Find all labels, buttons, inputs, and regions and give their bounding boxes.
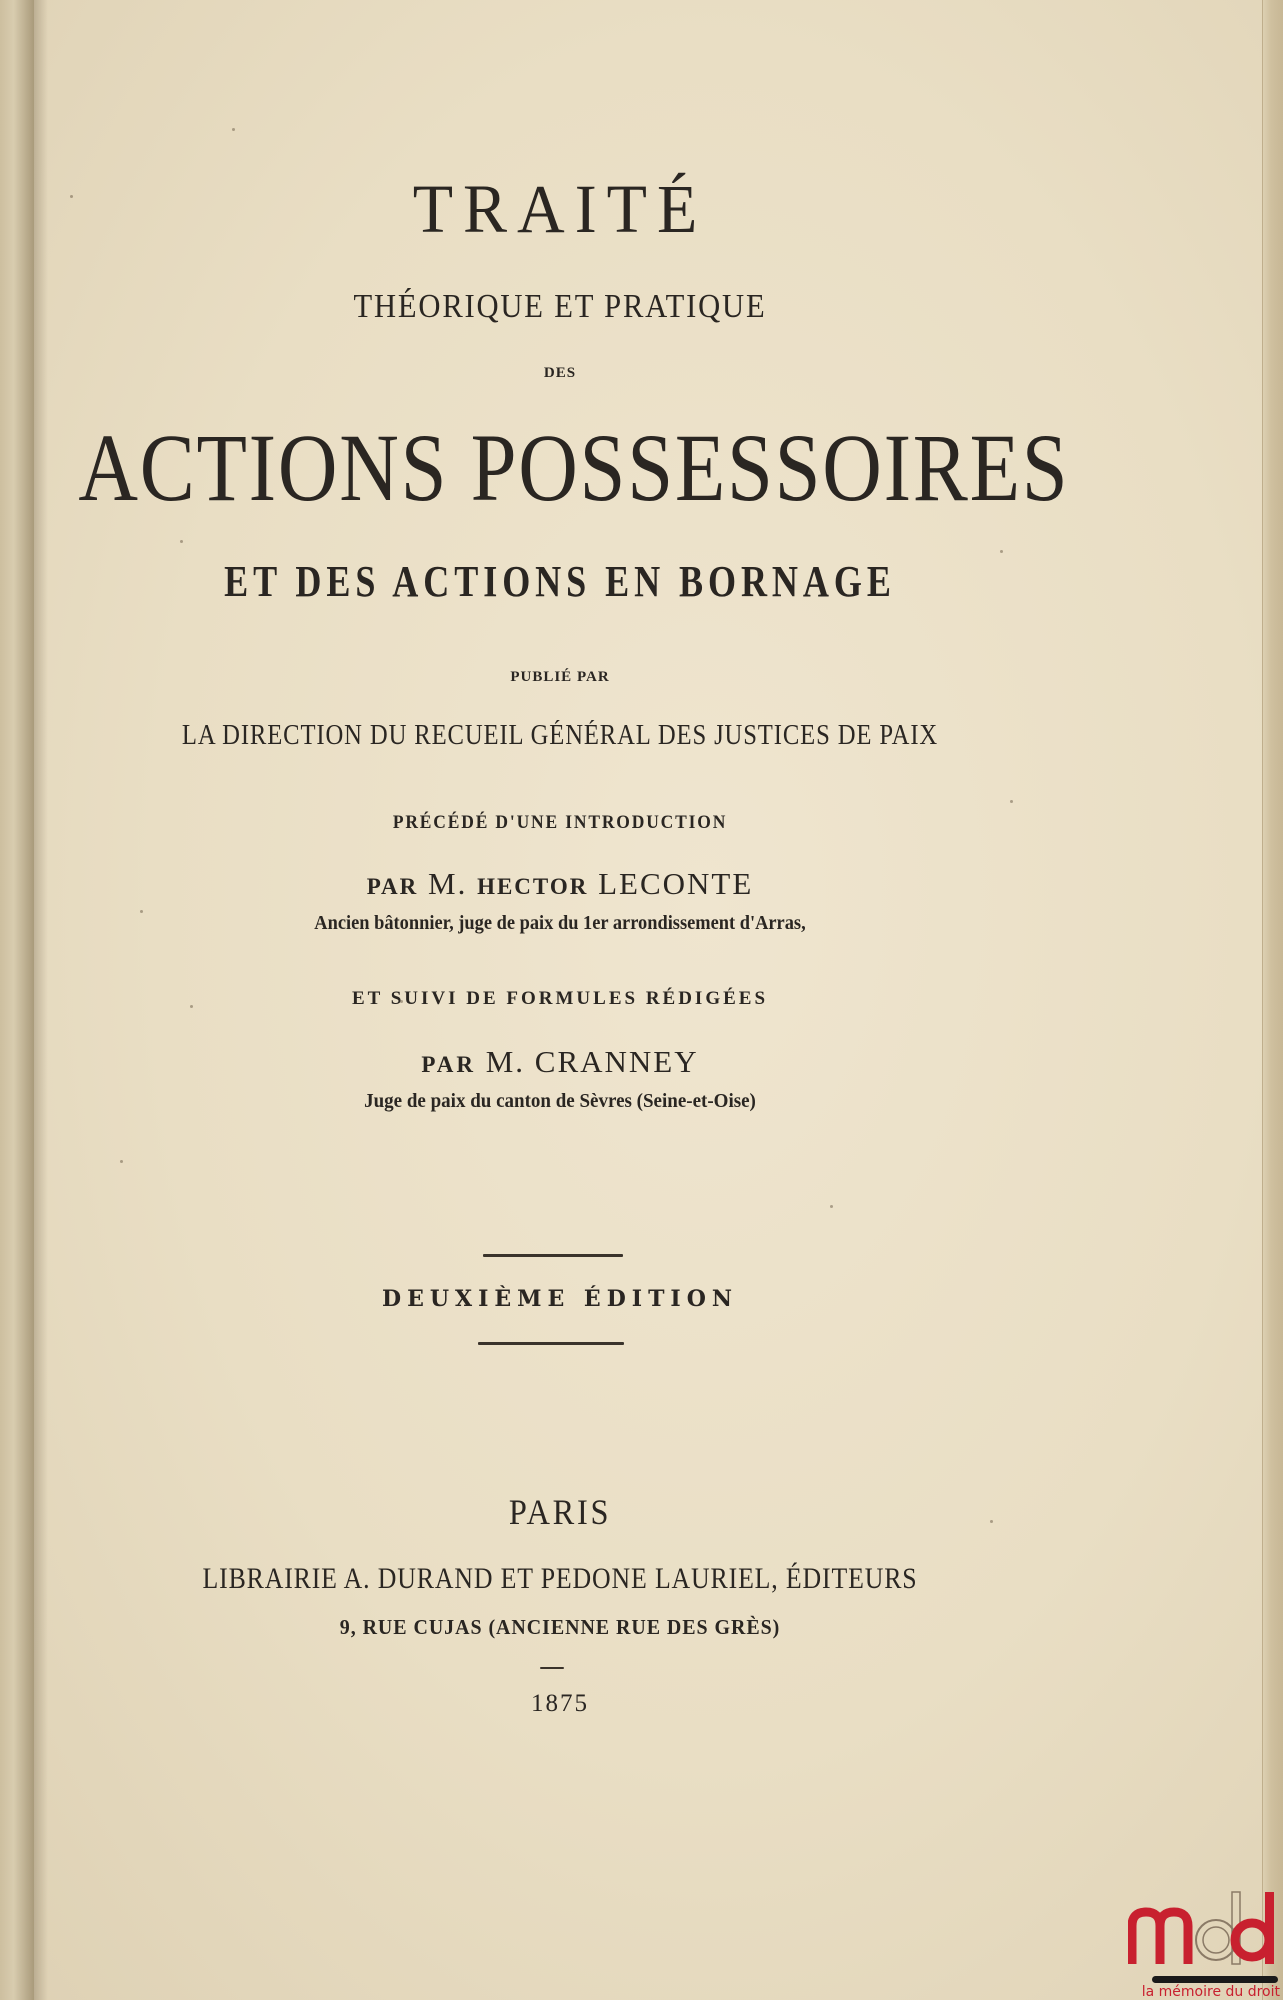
divider-rule: [483, 1254, 623, 1257]
imprint-city: PARIS: [508, 1492, 612, 1532]
author-last-name: LECONTE: [598, 866, 754, 901]
formulas-label: ET SUIVI DE FORMULES RÉDIGÉES: [351, 988, 769, 1009]
imprint-year: 1875: [531, 1690, 589, 1717]
author-last-name: CRANNEY: [534, 1044, 699, 1079]
mdd-logo-icon: [1128, 1890, 1278, 1966]
mdd-watermark-logo: [1112, 1890, 1280, 1998]
logo-tagline: la mémoire du droit: [1141, 1984, 1280, 2000]
secondary-title: ET DES ACTIONS EN BORNAGE: [224, 557, 896, 606]
par-label: PAR: [421, 1052, 476, 1077]
short-dash: [540, 1667, 564, 1669]
edition-label: DEUXIÈME ÉDITION: [381, 1286, 738, 1312]
author-first-name: HECTOR: [477, 874, 589, 899]
logo-bar: [1152, 1976, 1278, 1983]
book-title: TRAITÉ: [412, 171, 708, 248]
formulas-author: [0, 1044, 1120, 1080]
par-label: PAR: [366, 874, 419, 899]
divider-rule: [478, 1342, 624, 1345]
introduction-label: PRÉCÉDÉ D'UNE INTRODUCTION: [392, 812, 728, 833]
book-subtitle: THÉORIQUE ET PRATIQUE: [353, 288, 767, 325]
intro-author-role: Ancien bâtonnier, juge de paix du 1er arrondissement d'Arras,: [314, 912, 806, 934]
intro-author: [0, 866, 1120, 902]
page-edge: [1262, 0, 1283, 2000]
imprint-publisher: LIBRAIRIE A. DURAND ET PEDONE LAURIEL, ÉDITEURS: [202, 1562, 918, 1595]
main-title: ACTIONS POSSESSOIRES: [78, 414, 1070, 521]
published-by-label: PUBLIÉ PAR: [510, 669, 610, 685]
imprint-address: 9, RUE CUJAS (ANCIENNE RUE DES GRÈS): [339, 1615, 781, 1639]
title-connector: DES: [543, 365, 577, 381]
honorific: M.: [485, 1044, 526, 1079]
honorific: M.: [428, 866, 468, 901]
publisher-body: LA DIRECTION DU RECUEIL GÉNÉRAL DES JUSTICES DE PAIX: [181, 720, 939, 751]
formulas-author-role: Juge de paix du canton de Sèvres (Seine-et-Oise): [364, 1090, 756, 1112]
